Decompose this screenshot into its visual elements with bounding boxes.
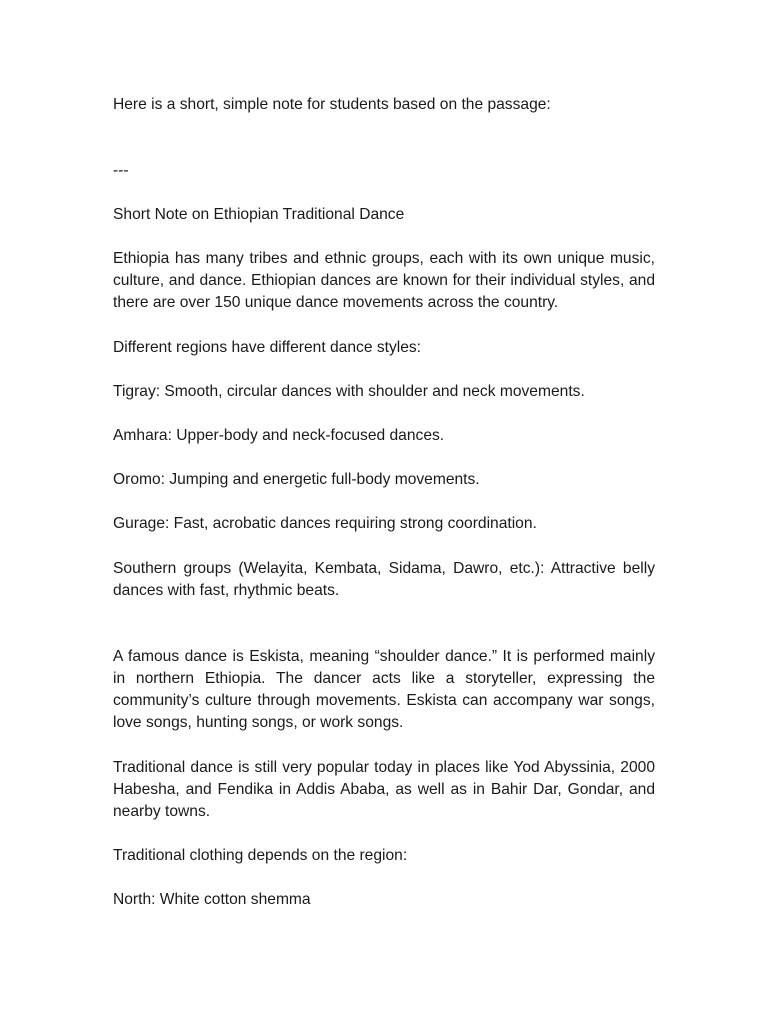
region-item-southern: Southern groups (Welayita, Kembata, Sidama, Dawro, etc.): Attractive belly dances with fast, rhythmic beats.	[113, 560, 655, 599]
separator: ---	[113, 162, 129, 179]
regions-intro: Different regions have different dance styles:	[113, 339, 422, 356]
clothing-intro: Traditional clothing depends on the region:	[113, 847, 408, 864]
note-heading: Short Note on Ethiopian Traditional Dance	[113, 206, 405, 223]
clothing-item-north: North: White cotton shemma	[113, 891, 311, 908]
paragraph-popular: Traditional dance is still very popular today in places like Yod Abyssinia, 2000 Habesha, and Fendika in Addis Ababa, as well as in Bahir Dar, Gondar, and nearby towns.	[113, 759, 655, 820]
region-item-gurage: Gurage: Fast, acrobatic dances requiring strong coordination.	[113, 515, 537, 532]
paragraph-tribes: Ethiopia has many tribes and ethnic groups, each with its own unique music, culture, and dance. Ethiopian dances are known for their individual styles, and there are over 150 unique dance movements across the country.	[113, 250, 655, 311]
region-item-oromo: Oromo: Jumping and energetic full-body movements.	[113, 471, 480, 488]
region-item-amhara: Amhara: Upper-body and neck-focused dances.	[113, 427, 445, 444]
intro-text: Here is a short, simple note for students based on the passage:	[113, 96, 551, 113]
paragraph-eskista: A famous dance is Eskista, meaning “shoulder dance.” It is performed mainly in northern Ethiopia. The dancer acts like a storyteller, expressing the community’s culture through movements. Eskista can accompany war songs, love songs, hunting songs, or work songs.	[113, 648, 655, 731]
region-item-tigray: Tigray: Smooth, circular dances with shoulder and neck movements.	[113, 383, 585, 400]
